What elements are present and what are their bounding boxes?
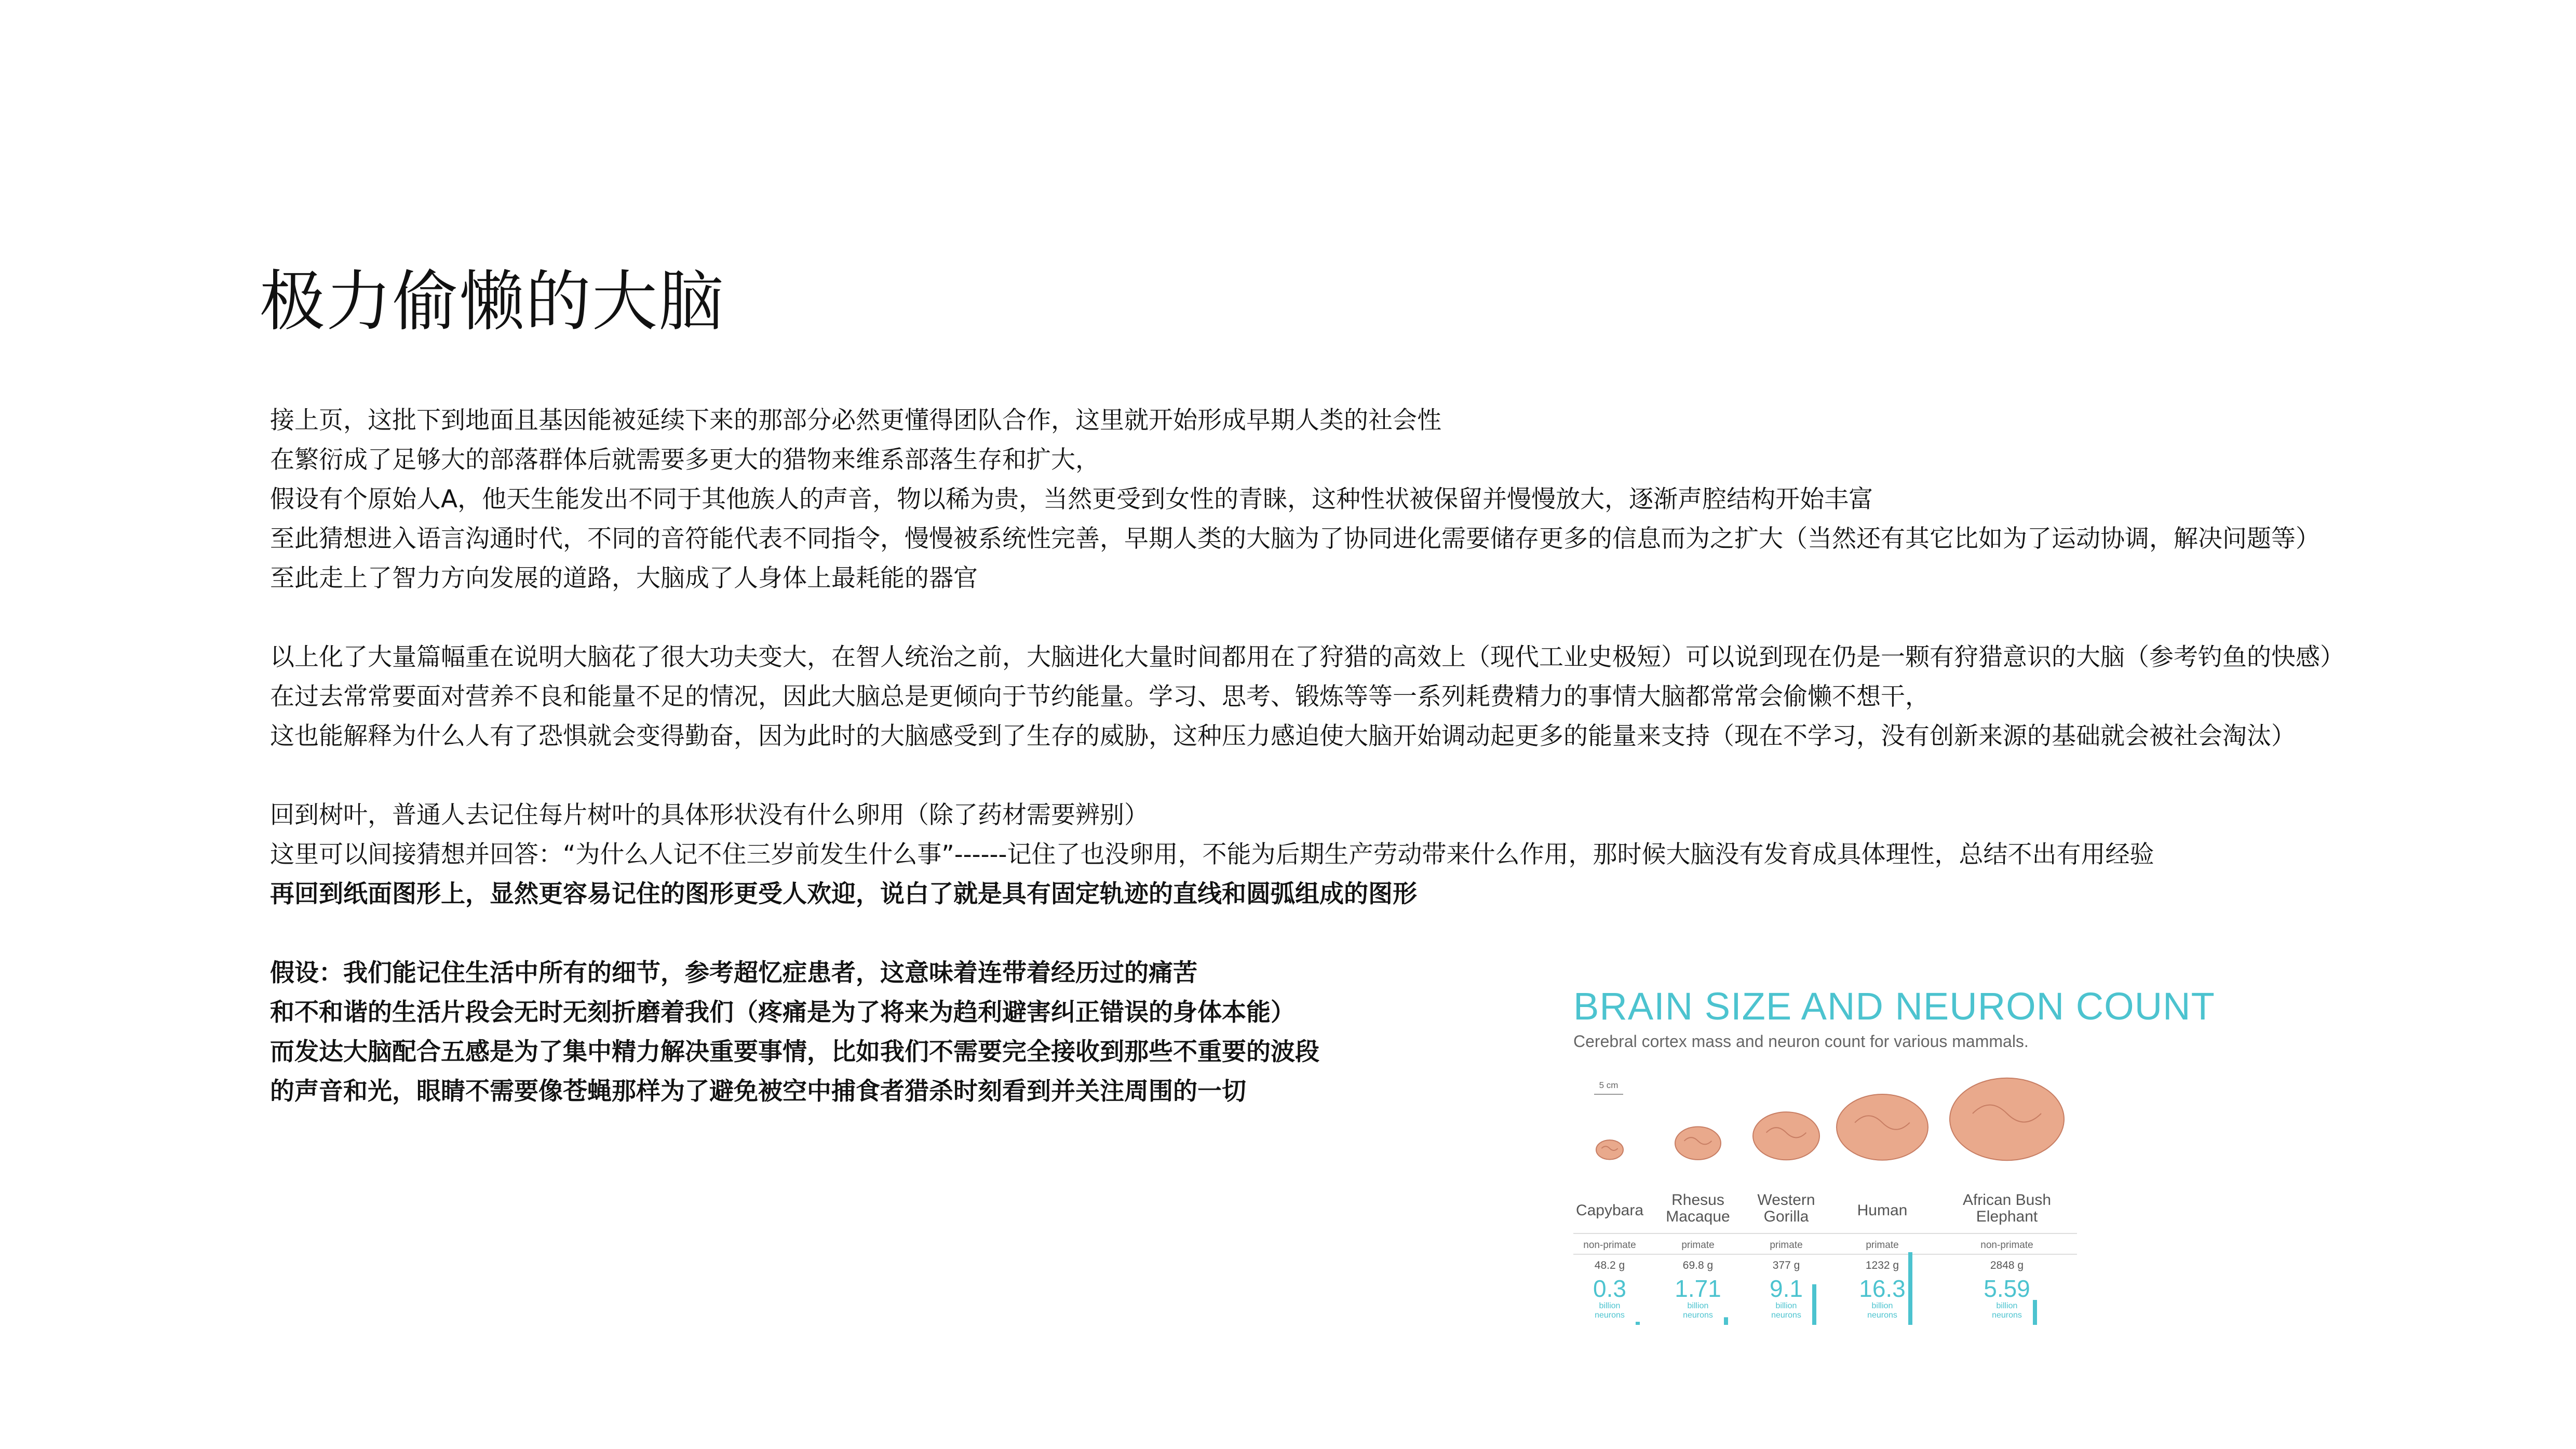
- animal-name: Western: [1757, 1191, 1815, 1209]
- paragraph-line-emphasis: 再回到纸面图形上，显然更容易记住的图形更受人欢迎，说白了就是具有固定轨迹的直线和圆弧组成的图形: [270, 880, 1417, 908]
- infographic-subtitle: Cerebral cortex mass and neuron count for various mammals.: [1573, 1032, 2029, 1051]
- neuron-unit: billion: [1871, 1302, 1893, 1310]
- animal-name: African Bush: [1962, 1191, 2052, 1209]
- paragraph-line-emphasis: 的声音和光，眼睛不需要像苍蝇那样为了避免被空中捕食者猎杀时刻看到并关注周围的一切: [270, 1077, 1246, 1106]
- paragraph-line: 接上页，这批下到地面且基因能被延续下来的那部分必然更懂得团队合作，这里就开始形成早期人类的社会性: [270, 406, 1441, 435]
- animal-name: Rhesus: [1671, 1191, 1724, 1209]
- cortex-mass: 2848 g: [1990, 1259, 2024, 1271]
- neuron-unit: neurons: [1992, 1311, 2022, 1320]
- animal-category: primate: [1681, 1240, 1715, 1251]
- brain-illustration: [1950, 1078, 2064, 1160]
- brain-neuron-infographic: [1573, 984, 2215, 1327]
- neuron-count: 1.71: [1675, 1275, 1721, 1302]
- paragraph-line: 在繁衍成了足够大的部落群体后就需要多更大的猎物来维系部落生存和扩大，: [270, 446, 1100, 474]
- brain-illustration: [1675, 1127, 1721, 1160]
- paragraph-line: 这也能解释为什么人有了恐惧就会变得勤奋，因为此时的大脑感受到了生存的威胁，这种压力感迫使大脑开始调动起更多的能量来支持（现在不学习，没有创新来源的基础就会被社会淘汰）: [270, 722, 2296, 750]
- animal-category: primate: [1866, 1240, 1899, 1251]
- cortex-mass: 69.8 g: [1682, 1259, 1714, 1271]
- neuron-unit: billion: [1599, 1302, 1621, 1310]
- neuron-unit: neurons: [1867, 1311, 1897, 1320]
- paragraph-line: 至此走上了智力方向发展的道路，大脑成了人身体上最耗能的器官: [270, 564, 978, 593]
- neuron-unit: billion: [1775, 1302, 1797, 1310]
- infographic-title: BRAIN SIZE AND NEURON COUNT: [1573, 985, 2215, 1028]
- paragraph-4: [270, 954, 2503, 1111]
- paragraph-line-emphasis: 假设：我们能记住生活中所有的细节，参考超忆症患者，这意味着连带着经历过的痛苦: [270, 959, 1197, 987]
- animal-category: non-primate: [1583, 1240, 1636, 1251]
- neuron-unit: neurons: [1771, 1311, 1801, 1320]
- neuron-unit: billion: [1687, 1302, 1709, 1310]
- paragraph-line: 以上化了大量篇幅重在说明大脑花了很大功夫变大，在智人统治之前，大脑进化大量时间都用在了狩猎的高效上（现代工业史极短）可以说到现在仍是一颗有狩猎意识的大脑（参考钓鱼的快感）: [270, 643, 2344, 672]
- paragraph-line: 在过去常常要面对营养不良和能量不足的情况，因此大脑总是更倾向于节约能量。学习、思考、锻炼等等一系列耗费精力的事情大脑都常常会偷懒不想干，: [270, 682, 1930, 711]
- neuron-bar: [1724, 1317, 1728, 1325]
- paragraph-1: [270, 401, 2503, 598]
- brain-illustration: [1596, 1140, 1623, 1159]
- paragraph-line-emphasis: 和不和谐的生活片段会无时无刻折磨着我们（疼痛是为了将来为趋利避害纠正错误的身体本能）: [270, 998, 1295, 1027]
- paragraph-line-emphasis: 而发达大脑配合五感是为了集中精力解决重要事情，比如我们不需要完全接收到那些不重要的波段: [270, 1038, 1319, 1066]
- body-text: [270, 401, 2503, 1151]
- cortex-mass: 48.2 g: [1594, 1259, 1625, 1271]
- neuron-count: 9.1: [1770, 1275, 1803, 1302]
- neuron-count: 5.59: [1984, 1275, 2030, 1302]
- neuron-count: 16.3: [1859, 1275, 1906, 1302]
- neuron-unit: neurons: [1683, 1311, 1713, 1320]
- animal-name: Human: [1857, 1202, 1908, 1219]
- neuron-unit: billion: [1996, 1302, 2018, 1310]
- scale-label: 5 cm: [1599, 1080, 1619, 1090]
- paragraph-line: 回到树叶，普通人去记住每片树叶的具体形状没有什么卵用（除了药材需要辨别）: [270, 801, 1149, 829]
- paragraph-line: 这里可以间接猜想并回答：“为什么人记不住三岁前发生什么事”------记住了也没卵用，不能为后期生产劳动带来什么作用，那时候大脑没有发育成具体理性，总结不出有用经验: [270, 840, 2154, 869]
- paragraph-line: 假设有个原始人A，他天生能发出不同于其他族人的声音，物以稀为贵，当然更受到女性的青睐，这种性状被保留并慢慢放大，逐渐声腔结构开始丰富: [270, 485, 1873, 514]
- brain-illustration: [1753, 1112, 1819, 1160]
- neuron-unit: neurons: [1595, 1311, 1625, 1320]
- neuron-bar: [2033, 1300, 2037, 1325]
- animal-category: non-primate: [1980, 1240, 2033, 1251]
- paragraph-3: [270, 796, 2503, 914]
- page-title: 极力偷懒的大脑: [260, 263, 725, 340]
- animal-name: Elephant: [1976, 1208, 2038, 1225]
- paragraph-2: [270, 638, 2503, 756]
- neuron-count: 0.3: [1593, 1275, 1626, 1302]
- infographic-figure: [1573, 1057, 2093, 1327]
- paragraph-line: 至此猜想进入语言沟通时代，不同的音符能代表不同指令，慢慢被系统性完善，早期人类的大脑为了协同进化需要储存更多的信息而为之扩大（当然还有其它比如为了运动协调，解决问题等）: [270, 525, 2320, 553]
- animal-name: Gorilla: [1763, 1208, 1809, 1225]
- cortex-mass: 1232 g: [1865, 1259, 1899, 1271]
- animal-name: Capybara: [1575, 1202, 1644, 1219]
- cortex-mass: 377 g: [1772, 1259, 1800, 1271]
- animal-name: Macaque: [1666, 1208, 1730, 1225]
- neuron-bar: [1812, 1284, 1816, 1325]
- neuron-bar: [1636, 1322, 1640, 1325]
- animal-category: primate: [1770, 1240, 1803, 1251]
- brain-illustration: [1837, 1094, 1928, 1160]
- neuron-bar: [1908, 1252, 1912, 1325]
